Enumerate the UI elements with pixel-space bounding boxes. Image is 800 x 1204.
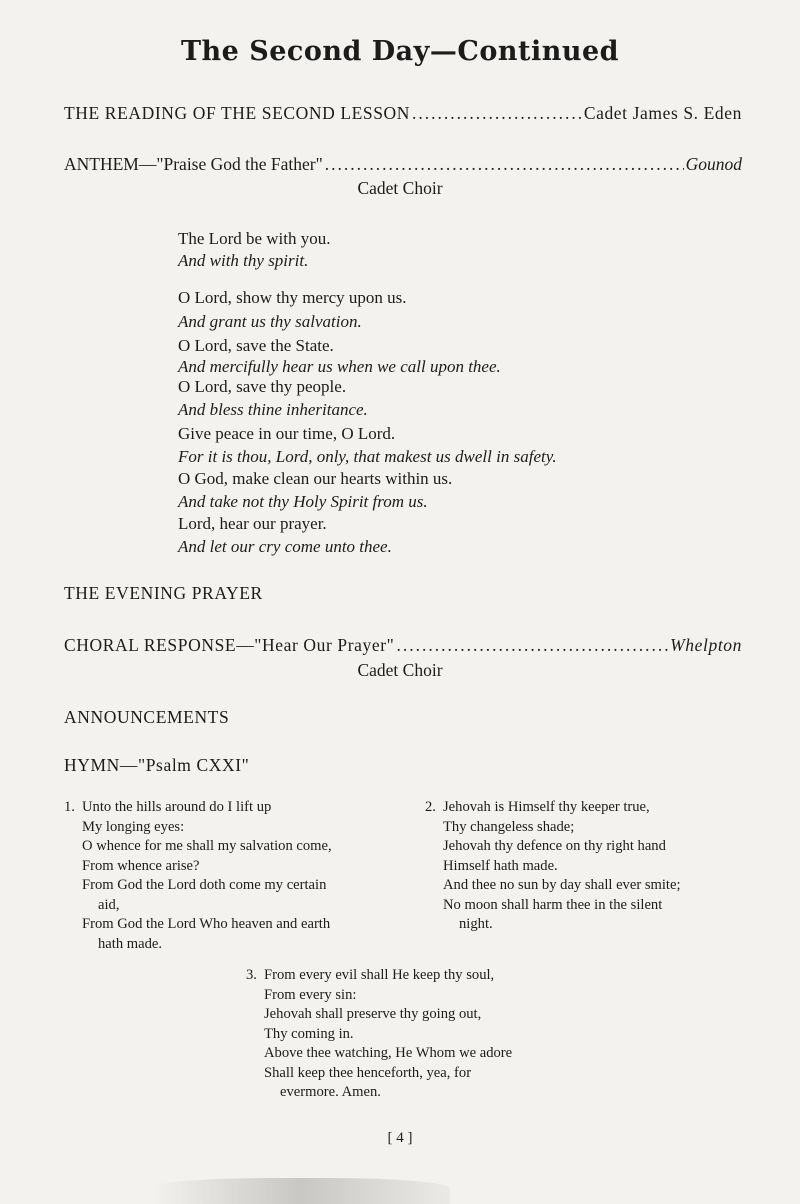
verse-number: 1. [64, 799, 75, 815]
versicle: O God, make clean our hearts within us. [178, 469, 453, 488]
choral-response-composer: Whelpton [670, 635, 742, 655]
leader-dots [325, 154, 684, 175]
verse-line: And thee no sun by day shall ever smite; [443, 877, 681, 893]
second-lesson-reader: Cadet James S. Eden [583, 103, 742, 123]
verse-line: Thy changeless shade; [443, 818, 575, 835]
paper-smudge [150, 1178, 450, 1204]
announcements-heading: ANNOUNCEMENTS [64, 707, 230, 727]
versicle: O Lord, show thy mercy upon us. [178, 288, 407, 307]
second-lesson-label: THE READING OF THE SECOND LESSON [64, 103, 411, 123]
hymn-verse-1 [64, 798, 332, 954]
choral-response-row [64, 635, 742, 656]
verse-line: Unto the hills around do I lift up [82, 799, 272, 815]
anthem-composer: Gounod [685, 154, 742, 174]
hymn-verse-3 [246, 966, 512, 1103]
anthem-row [64, 154, 742, 175]
verse-line: evermore. Amen. [280, 1084, 381, 1100]
verse-line: Jehovah is Himself thy keeper true, [443, 799, 650, 815]
verse-line: From God the Lord Who heaven and earth [82, 916, 331, 932]
verse-line: night. [459, 916, 493, 932]
verse-line: From God the Lord doth come my certain [82, 877, 327, 893]
response: And let our cry come unto thee. [178, 537, 392, 556]
verse-line: Himself hath made. [443, 857, 558, 874]
anthem-label: ANTHEM—"Praise God the Father" [64, 154, 323, 174]
response: And with thy spirit. [178, 251, 309, 270]
verse-line: Jehovah thy defence on thy right hand [443, 838, 666, 854]
verse-line: Above thee watching, He Whom we adore [264, 1045, 513, 1061]
hymn-heading: HYMN—"Psalm CXXI" [64, 755, 250, 775]
verse-line: My longing eyes: [82, 818, 185, 835]
evening-prayer-heading: THE EVENING PRAYER [64, 583, 263, 603]
versicle: O Lord, save the State. [178, 336, 334, 355]
choral-response-performer: Cadet Choir [357, 660, 443, 680]
response: And take not thy Holy Spirit from us. [178, 492, 428, 511]
leader-dots [412, 103, 582, 124]
page-title: The Second Day—Continued [180, 36, 620, 67]
versicle: O Lord, save thy people. [178, 377, 347, 396]
verse-line: From every evil shall He keep thy soul, [264, 967, 495, 983]
page-number: [ 4 ] [387, 1130, 413, 1146]
verse-line: No moon shall harm thee in the silent [443, 896, 663, 913]
response: And bless thine inheritance. [178, 400, 368, 419]
verse-line: hath made. [98, 935, 163, 952]
verse-line: Shall keep thee henceforth, yea, for [264, 1064, 472, 1081]
hymn-verse-2 [425, 798, 681, 935]
response: And grant us thy salvation. [178, 312, 362, 331]
versicle: Give peace in our time, O Lord. [178, 424, 396, 443]
response: And mercifully hear us when we call upon thee. [178, 357, 501, 376]
choral-response-label: CHORAL RESPONSE—"Hear Our Prayer" [64, 635, 395, 655]
verse-line: aid, [98, 896, 120, 913]
versicle: Lord, hear our prayer. [178, 514, 327, 533]
verse-number: 2. [425, 799, 436, 815]
verse-line: From every sin: [264, 986, 357, 1003]
verse-line: Jehovah shall preserve thy going out, [264, 1006, 482, 1022]
verse-line: From whence arise? [82, 857, 200, 874]
second-lesson-row [64, 103, 742, 124]
versicle: The Lord be with you. [178, 229, 331, 248]
verse-line: Thy coming in. [264, 1025, 354, 1042]
verse-line: O whence for me shall my salvation come, [82, 838, 332, 854]
anthem-performer: Cadet Choir [357, 178, 443, 198]
verse-number: 3. [246, 967, 257, 983]
leader-dots [396, 635, 668, 656]
response: For it is thou, Lord, only, that makest us dwell in safety. [178, 447, 557, 466]
